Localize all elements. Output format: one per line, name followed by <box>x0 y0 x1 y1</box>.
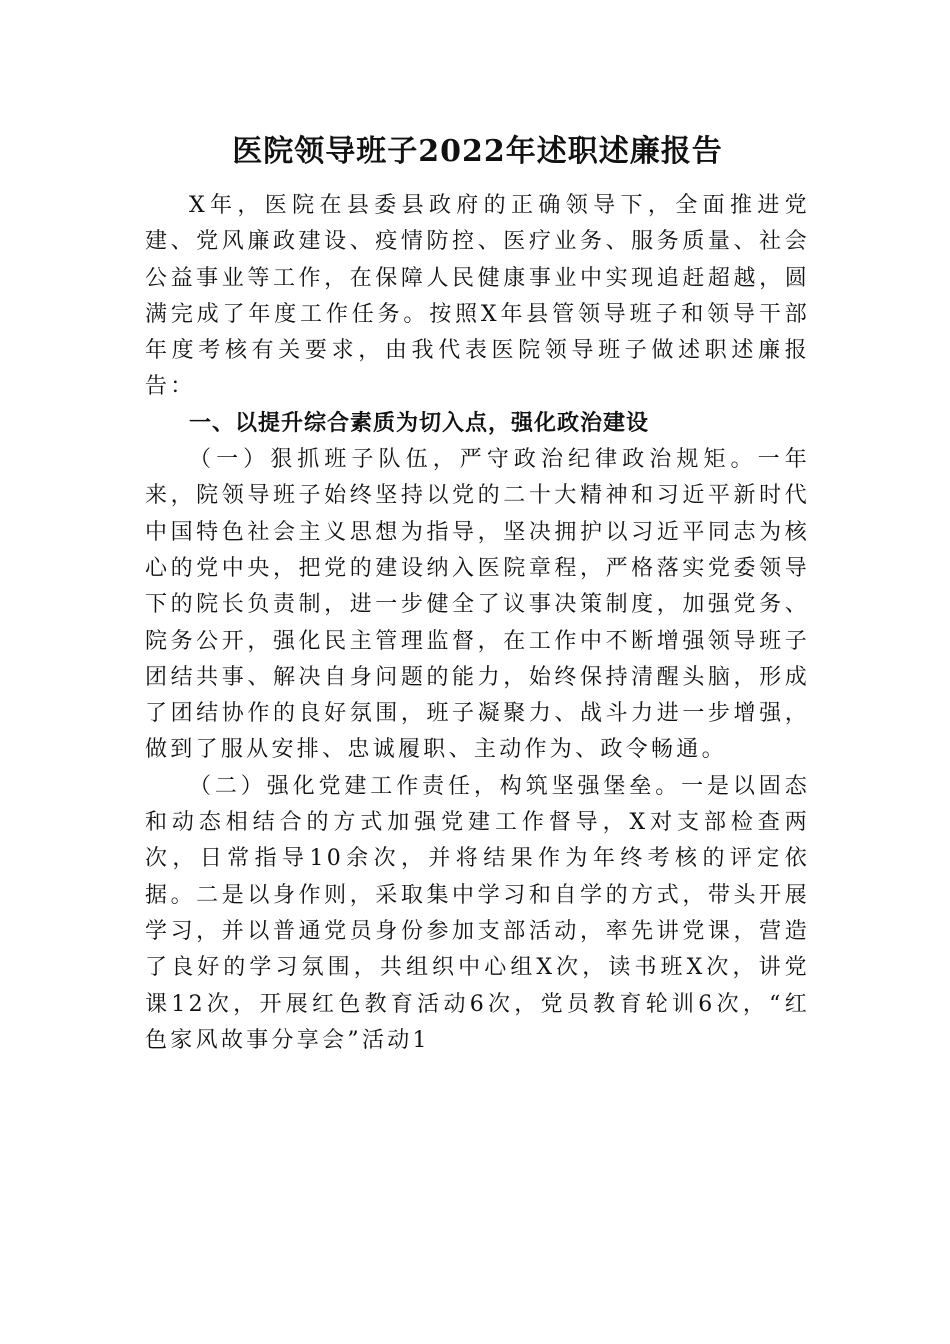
document-title: 医院领导班子2022年述职述廉报告 <box>232 134 723 169</box>
intro-paragraph: X年，医院在县委县政府的正确领导下，全面推进党建、党风廉政建设、疫情防控、医疗业务、服务质量、社会公益事业等工作，在保障人民健康事业中实现追赶超越，圆满完成了年度工作任务。按照X年县管领导班子和领导干部年度考核有关要求，由我代表医院领导班子做述职述廉报告： <box>145 193 810 400</box>
body-paragraph-1: （一）狠抓班子队伍，严守政治纪律政治规矩。一年来，院领导班子始终坚持以党的二十大精神和习近平新时代中国特色社会主义思想为指导，坚决拥护以习近平同志为核心的党中央，把党的建设纳入医院章程，严格落实党委领导下的院长负责制，进一步健全了议事决策制度，加强党务、院务公开，强化民主管理监督，在工作中不断增强领导班子团结共事、解决自身问题的能力，始终保持清醒头脑，形成了团结协作的良好氛围，班子凝聚力、战斗力进一步增强，做到了服从安排、忠诚履职、主动作为、政令畅通。 <box>145 447 810 763</box>
body-paragraph-2: （二）强化党建工作责任，构筑坚强堡垒。一是以固态和动态相结合的方式加强党建工作督导，X对支部检查两次，日常指导10余次，并将结果作为年终考核的评定依据。二是以身作则，采取集中学习和自学的方式，带头开展学习，并以普通党员身份参加支部活动，率先讲党课，营造了良好的学习氛围，共组织中心组X次，读书班X次，讲党课12次，开展红色教育活动6次，党员教育轮训6次，“红色家风故事分享会”活动1 <box>145 773 810 1053</box>
section-heading: 一、以提升综合素质为切入点，强化政治建设 <box>189 410 650 436</box>
document-body <box>145 130 810 1059</box>
